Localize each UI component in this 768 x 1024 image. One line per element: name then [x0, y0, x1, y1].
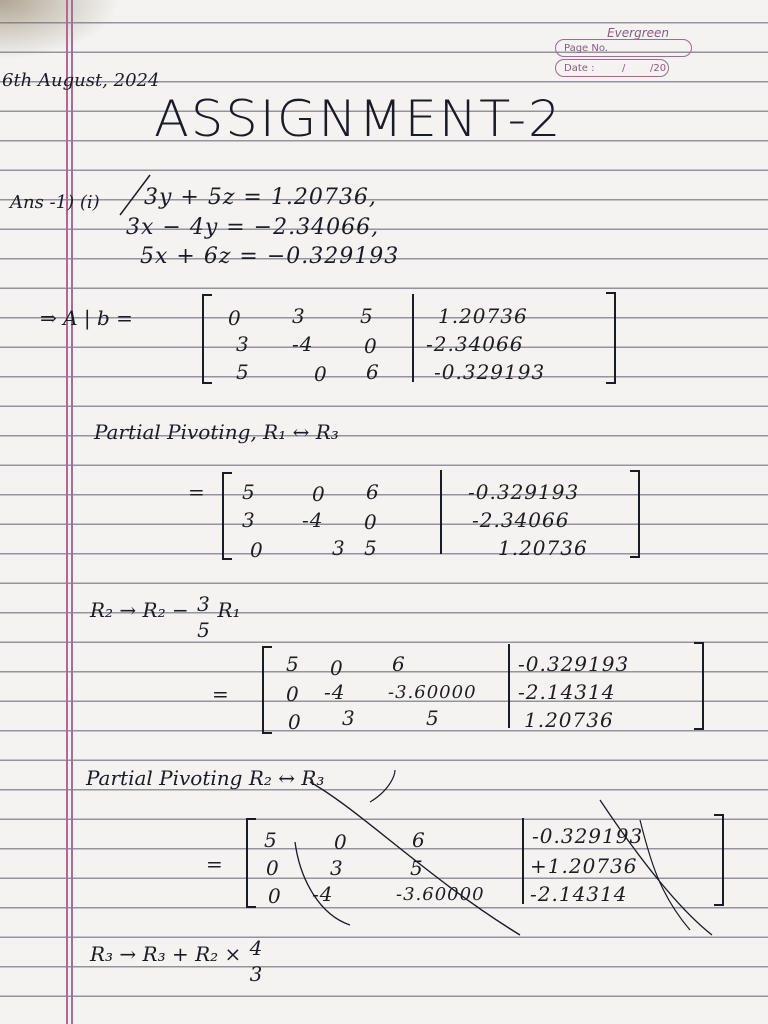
- matrix-cell: -0.329193: [434, 360, 546, 384]
- matrix-cell: 3: [330, 856, 344, 880]
- strike-line: [600, 800, 712, 935]
- date-year: /20: [650, 63, 667, 74]
- date-label: Date :: [564, 63, 595, 74]
- matrix-cell: 0: [312, 482, 326, 506]
- date-slash: /: [622, 63, 626, 74]
- matrix-cell: 5: [364, 536, 378, 560]
- step-pivot-r1-r3: Partial Pivoting, R₁ ↔ R₃: [94, 420, 339, 444]
- strike-line: [295, 842, 350, 925]
- matrix-cell: -3.60000: [396, 884, 485, 905]
- strike-line: [640, 820, 690, 930]
- matrix-cell: 1.20736: [438, 304, 528, 328]
- page-no-label: Page No.: [564, 43, 608, 54]
- row-op-tail: R₁: [217, 598, 241, 622]
- matrix-cell: -2.34066: [472, 508, 570, 532]
- equals-sign: =: [212, 682, 229, 706]
- matrix-cell: 0: [314, 362, 328, 386]
- matrix-cell: 0: [330, 656, 344, 680]
- step-pivot-r2-r3: Partial Pivoting R₂ ↔ R₃: [86, 766, 325, 790]
- matrix-cell: 6: [392, 652, 406, 676]
- matrix-cell: 5: [264, 828, 278, 852]
- matrix-cell: 6: [412, 828, 426, 852]
- matrix-cell: 0: [364, 510, 378, 534]
- matrix-cell: -4: [312, 882, 334, 906]
- page-title: ASSIGNMENT-2: [153, 90, 563, 148]
- fraction-denominator: 5: [197, 618, 210, 642]
- matrix-cell: 1.20736: [524, 708, 614, 732]
- matrix-cell: 0: [288, 710, 302, 734]
- row-op-text: R₃ → R₃ + R₂ ×: [90, 942, 242, 966]
- matrix-cell: -4: [302, 508, 324, 532]
- matrix-cell: 5: [286, 652, 300, 676]
- matrix-cell: 5: [426, 706, 440, 730]
- written-date: 6th August, 2024: [2, 70, 160, 91]
- matrix-cell: 0: [364, 334, 378, 358]
- matrix-cell: 3: [332, 536, 346, 560]
- matrix-cell: -0.329193: [518, 652, 630, 676]
- matrix-cell: 1.20736: [498, 536, 588, 560]
- brand-name: Evergreen: [607, 26, 669, 40]
- equation-2: 3x − 4y = −2.34066,: [126, 215, 380, 240]
- matrix-cell: -0.329193: [532, 824, 644, 848]
- matrix-cell: -4: [324, 680, 346, 704]
- matrix-cell: 6: [366, 360, 380, 384]
- matrix-cell: 0: [334, 830, 348, 854]
- matrix-cell: -4: [292, 332, 314, 356]
- matrix-cell: +1.20736: [530, 854, 638, 878]
- matrix-cell: 3: [292, 304, 306, 328]
- matrix-cell: 0: [228, 306, 242, 330]
- equation-1: 3y + 5z = 1.20736,: [144, 185, 377, 210]
- answer-label: Ans -1) (i): [10, 192, 100, 213]
- matrix-cell: -3.60000: [388, 682, 477, 703]
- matrix-cell: -2.14314: [530, 882, 628, 906]
- matrix-cell: 3: [242, 508, 256, 532]
- matrix-cell: 5: [410, 856, 424, 880]
- matrix-cell: 5: [360, 304, 374, 328]
- matrix-cell: 0: [250, 538, 264, 562]
- matrix-cell: 3: [342, 706, 356, 730]
- matrix-cell: -2.34066: [426, 332, 524, 356]
- matrix-cell: 6: [366, 480, 380, 504]
- matrix-cell: 5: [236, 360, 250, 384]
- pen-stroke: [120, 175, 150, 215]
- equation-3: 5x + 6z = −0.329193: [140, 244, 400, 269]
- matrix-cell: -0.329193: [468, 480, 580, 504]
- fraction-numerator: 3: [197, 592, 210, 616]
- equals-sign: =: [188, 480, 205, 504]
- matrix-cell: -2.14314: [518, 680, 616, 704]
- strike-line: [370, 770, 395, 802]
- matrix-cell: 0: [286, 682, 300, 706]
- strike-line: [310, 782, 520, 935]
- equals-sign: =: [206, 852, 223, 876]
- matrix-cell: 0: [268, 884, 282, 908]
- matrix-cell: 5: [242, 480, 256, 504]
- fraction-numerator: 4: [249, 936, 263, 960]
- fraction-denominator: 3: [249, 962, 263, 986]
- matrix-cell: 0: [266, 856, 280, 880]
- augmented-matrix-label: ⇒ A | b =: [40, 306, 133, 330]
- row-op-text: R₂ → R₂ −: [90, 598, 189, 622]
- matrix-cell: 3: [236, 332, 250, 356]
